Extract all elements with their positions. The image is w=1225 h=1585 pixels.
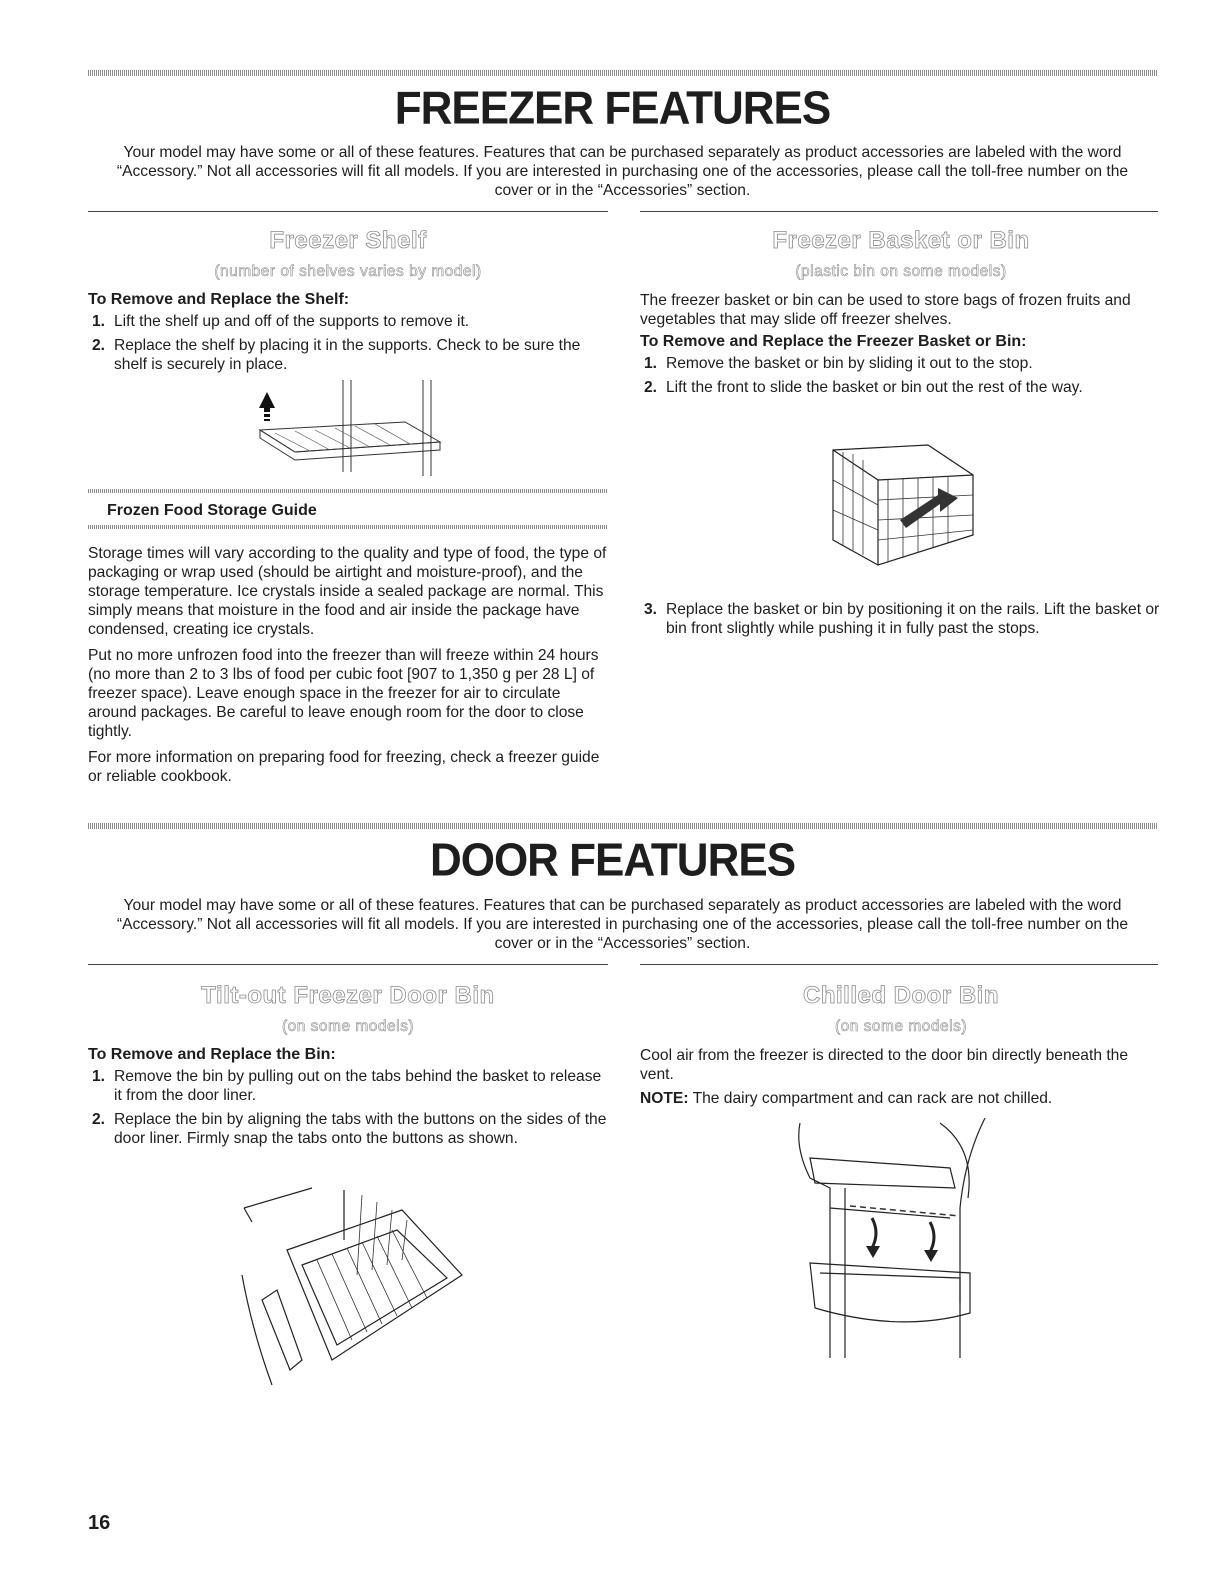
chilled-bin-subtitle: (on some models) xyxy=(834,1018,968,1035)
tilt-out-bin-title: Tilt-out Freezer Door Bin xyxy=(201,982,495,1009)
top-divider xyxy=(88,70,1158,76)
note-text: The dairy compartment and can rack are not chilled. xyxy=(688,1090,1053,1107)
guide-top-rule xyxy=(88,489,608,493)
list-item: 2. Lift the front to slide the basket or bin out the rest of the way. xyxy=(644,379,1083,396)
freezer-shelf-subtitle: (number of shelves varies by model) xyxy=(214,263,482,280)
freezer-basket-illustration xyxy=(828,420,978,570)
freezer-features-title: FREEZER FEATURES xyxy=(394,82,831,135)
door-left-rule xyxy=(88,964,608,965)
list-item: 3. Replace the basket or bin by positioning it on the rails. Lift the basket or bin front slightly while pushing it in fully past the stops. xyxy=(644,601,1160,637)
list-item: 1. Lift the shelf up and off of the supports to remove it. xyxy=(92,313,470,330)
guide-paragraph: Storage times will vary according to the quality and type of food, the type of packaging or wrap used (should be airtight and moisture-proof), and the storage temperature. Ice crystals inside a sealed package are normal. This simply means that moisture in the food and air inside the package have condensed, creating ice crystals. xyxy=(88,545,607,638)
shelf-heading: To Remove and Replace the Shelf: xyxy=(88,291,350,308)
chilled-description: Cool air from the freezer is directed to the door bin directly beneath the vent. xyxy=(640,1047,1128,1083)
page-number: 16 xyxy=(88,1512,111,1534)
tilt-out-bin-illustration xyxy=(232,1180,467,1385)
guide-bottom-rule xyxy=(88,525,608,529)
list-item: 1. Remove the bin by pulling out on the tabs behind the basket to release it from the door liner. xyxy=(92,1068,602,1104)
basket-description: The freezer basket or bin can be used to store bags of frozen fruits and vegetables that may slide off freezer shelves. xyxy=(640,292,1131,328)
basket-steps xyxy=(640,354,1162,397)
freezer-shelf-section xyxy=(88,227,608,379)
chilled-bin-title: Chilled Door Bin xyxy=(803,982,999,1009)
middle-divider xyxy=(88,823,1158,829)
freezer-left-rule xyxy=(88,211,608,212)
guide-paragraph: Put no more unfrozen food into the freezer than will freeze within 24 hours (no more than 2 to 3 lbs of food per cubic foot [907 to 1,350 g per 28 L] of freezer space). Leave enough space in the freezer for air to circulate around packages. Be careful to leave enough room for the door to close tightly. xyxy=(88,647,599,740)
basket-heading: To Remove and Replace the Freezer Basket or Bin: xyxy=(640,333,1027,350)
shelf-steps xyxy=(88,312,608,374)
door-features-title: DOOR FEATURES xyxy=(429,834,796,887)
door-right-rule xyxy=(640,964,1158,965)
frozen-food-guide-title: Frozen Food Storage Guide xyxy=(107,502,317,519)
chilled-bin-illustration xyxy=(790,1118,1005,1358)
freezer-right-rule xyxy=(640,211,1158,212)
chilled-note xyxy=(640,1089,1162,1108)
tilt-bin-heading: To Remove and Replace the Bin: xyxy=(88,1046,336,1063)
tilt-bin-steps xyxy=(88,1067,608,1148)
frozen-food-guide-body xyxy=(88,544,608,793)
freezer-intro: Your model may have some or all of these features. Features that can be purchased separately as product accessories are labeled with the word “Accessory.” Not all accessories will fit all models. If you are interested in purchasing one of the accessories, please call the toll-free number on the cover or in the “Accessories” section. xyxy=(116,144,1129,199)
guide-paragraph: For more information on preparing food for freezing, check a freezer guide or reliable cookbook. xyxy=(88,749,600,785)
tilt-out-bin-subtitle: (on some models) xyxy=(281,1018,415,1035)
freezer-basket-title: Freezer Basket or Bin xyxy=(772,227,1030,254)
list-item: 1. Remove the basket or bin by sliding it out to the stop. xyxy=(644,355,1033,372)
list-item: 2. Replace the shelf by placing it in the supports. Check to be sure the shelf is securely in place. xyxy=(92,337,581,373)
note-label: NOTE: xyxy=(640,1090,689,1107)
freezer-basket-section xyxy=(640,227,1162,402)
freezer-shelf-illustration xyxy=(255,380,445,480)
basket-step-3 xyxy=(640,600,1162,643)
door-intro: Your model may have some or all of these features. Features that can be purchased separately as product accessories are labeled with the word “Accessory.” Not all accessories will fit all models. If you are interested in purchasing one of the accessories, please call the toll-free number on the cover or in the “Accessories” section. xyxy=(116,897,1129,952)
chilled-bin-section xyxy=(640,982,1162,1115)
list-item: 2. Replace the bin by aligning the tabs with the buttons on the sides of the door liner. Firmly snap the tabs onto the buttons as shown. xyxy=(92,1111,607,1147)
freezer-shelf-title: Freezer Shelf xyxy=(269,227,427,254)
freezer-basket-subtitle: (plastic bin on some models) xyxy=(795,263,1007,280)
tilt-out-bin-section xyxy=(88,982,608,1153)
